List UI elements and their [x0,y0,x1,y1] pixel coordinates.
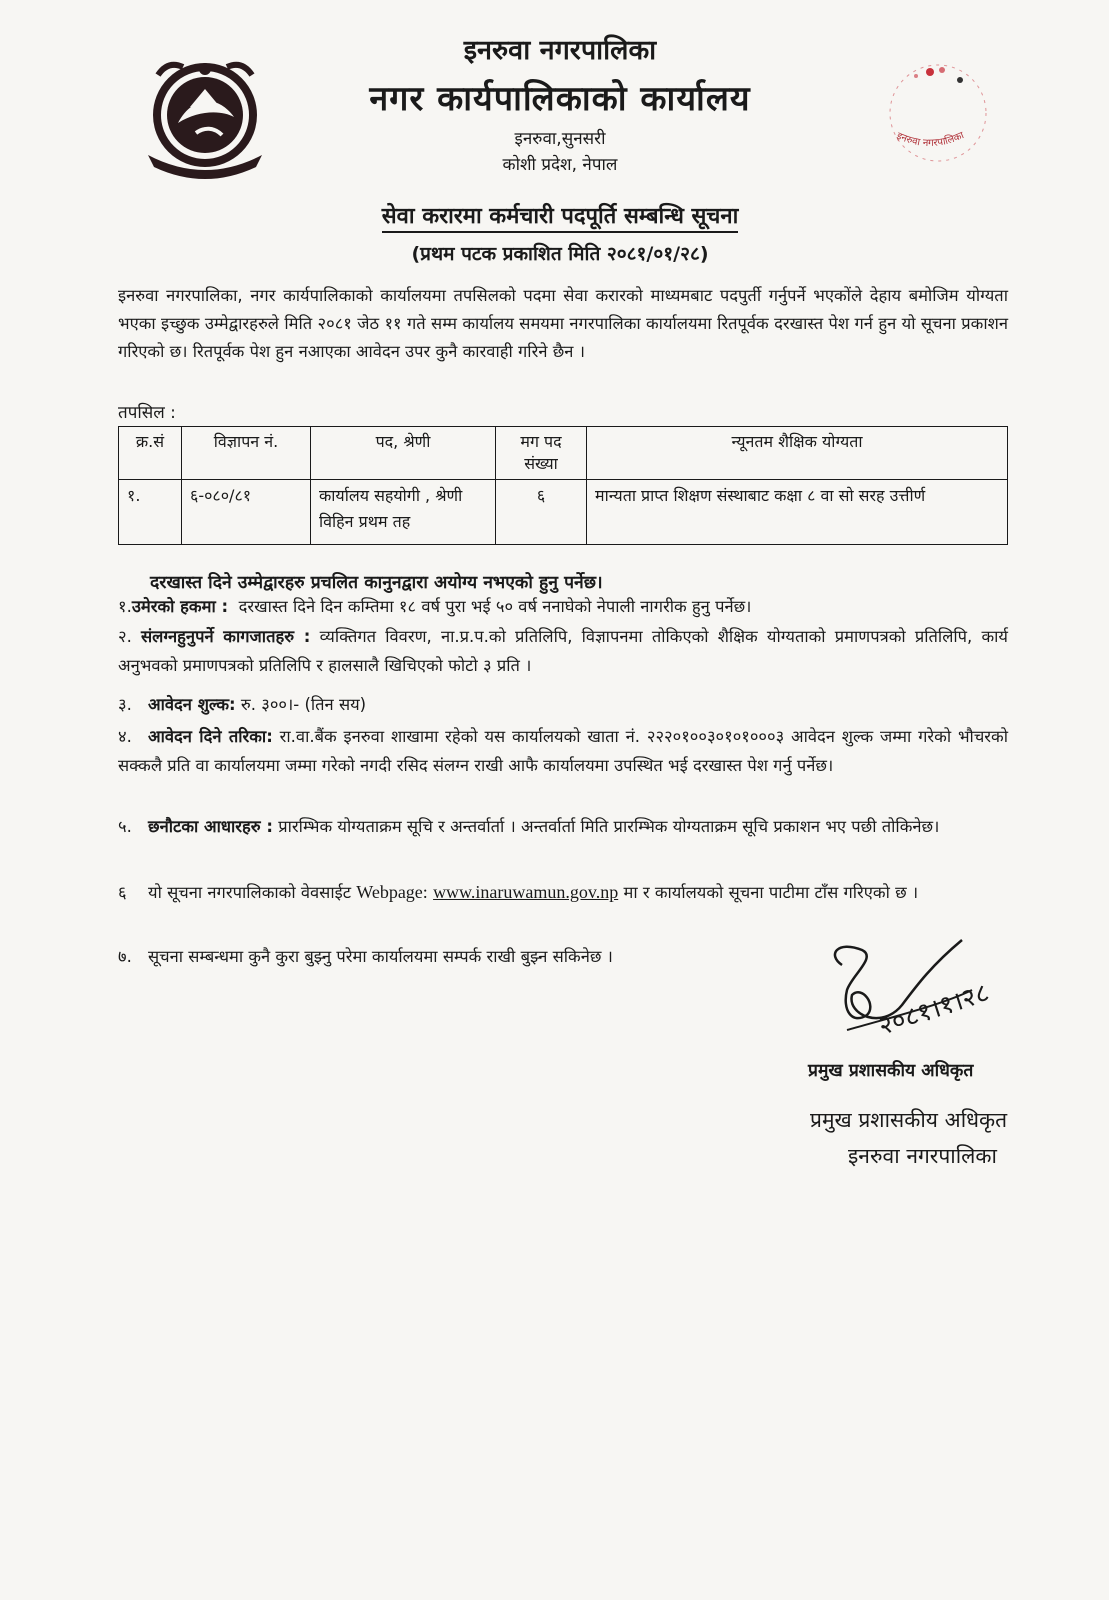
condition-item: १.उमेरको हकमा : दरखास्त दिने दिन कम्तिमा १८ वर्ष पुरा भई ५० वर्ष ननाघेको नेपाली नागरीक हुनु पर्नेछ। [118,597,752,616]
eligibility-lead: दरखास्त दिने उम्मेद्वारहरु प्रचलित कानुनद्वारा अयोग्य नभएको हुनु पर्नेछ। [150,573,603,593]
notice-subtitle: (प्रथम पटक प्रकाशित मिति २०८१/०१/२८) [411,243,709,265]
official-stamp-line1: प्रमुख प्रशासकीय अधिकृत [810,1108,1008,1132]
stamp-text: इनरुवा नगरपालिका [894,130,966,150]
condition-item: ६ यो सूचना नगरपालिकाको वेवसाईट Webpage: www.inaruwamun.gov.np मा र कार्यालयको सूचना पाटीमा टाँस गरिएको छ । [118,882,919,902]
office-province: कोशी प्रदेश, नेपाल [502,155,618,175]
municipality-name: इनरुवा नगरपालिका [463,35,657,66]
vacancy-table [118,426,1008,545]
column-header: पद, श्रेणी [311,427,496,480]
office-name: नगर कार्यपालिकाको कार्यालय [369,79,751,119]
handwritten-signature [822,935,1062,1055]
nepal-government-emblem [138,55,272,180]
office-stamp [878,58,998,168]
table-row [119,480,1008,545]
signatory-title: प्रमुख प्रशासकीय अधिकृत [808,1061,974,1081]
column-header: मग पद संख्या [496,427,587,480]
details-label: तपसिल : [118,403,176,423]
column-header: क्र.सं [119,427,182,480]
table-cell: मान्यता प्राप्त शिक्षण संस्थाबाट कक्षा ८ वा सो सरह उत्तीर्ण [587,480,1008,545]
notice-intro: इनरुवा नगरपालिका, नगर कार्यपालिकाको कार्यालयमा तपसिलको पदमा सेवा करारको माध्यमबाट पदपुर्ती गर्नुपर्ने भएकोंले देहाय बमोजिम योग्यता भएका इच्छुक उम्मेद्वारहरुले मिति २०८१ जेठ ११ गते सम्म कार्यालय समयमा नगरपालिका कार्यालयमा रितपूर्वक दरखास्त पेश गर्न हुन यो सूचना प्रकाशन गरिएको छ। रितपूर्वक पेश हुन नआएका आवेदन उपर कुनै कारवाही गरिने छैन । [118,286,1008,361]
table-cell: ६-०८०/८१ [182,480,311,545]
official-stamp-line2: इनरुवा नगरपालिका [848,1144,997,1168]
office-location: इनरुवा,सुनसरी [514,129,606,149]
table-cell: कार्यालय सहयोगी , श्रेणी विहिन प्रथम तह [311,480,496,545]
table-cell: ६ [496,480,587,545]
website-link[interactable]: www.inaruwamun.gov.np [433,882,619,902]
condition-item: ४. आवेदन दिने तरिका: रा.वा.बैंक इनरुवा शाखामा रहेको यस कार्यालयको खाता नं. २२२०१००३०१०१०००३ आवेदन शुल्क जम्मा गरेको भौचरको सक्कलै प्रति वा कार्यालयमा जम्मा गरेको नगदी रसिद संलग्न राखी आफै कार्यालयमा उपस्थित भई दरखास्त पेश गर्नु पर्नेछ। [118,727,1008,775]
svg-text:इनरुवा नगरपालिका [895,130,966,149]
column-header: न्यूनतम शैक्षिक योग्यता [587,427,1008,480]
table-header-row [119,427,1008,480]
condition-item: ७. सूचना सम्बन्धमा कुनै कुरा बुझ्नु परेमा कार्यालयमा सम्पर्क राखी बुझ्न सकिनेछ । [118,947,613,966]
condition-item: २. संलग्नहुनुपर्ने कागजातहरु : व्यक्तिगत विवरण, ना.प्र.प.को प्रतिलिपि, विज्ञापनमा तोकिएको शैक्षिक योग्यताको प्रमाणपत्रको प्रतिलिपि, कार्य अनुभवको प्रमाणपत्रको प्रतिलिपि र हालसालै खिचिएको फोटो ३ प्रति । [118,627,1008,675]
column-header: विज्ञापन नं. [182,427,311,480]
signature-date: २०८१।१।२८ [874,977,993,1042]
condition-item: ५. छनौटका आधारहरु : प्रारम्भिक योग्यताक्रम सूचि र अन्तर्वार्ता । अन्तर्वार्ता मिति प्रारम्भिक योग्यताक्रम सूचि प्रकाशन भए पछी तोकिनेछ। [118,817,940,836]
condition-item: ३. आवेदन शुल्क: रु. ३००।- (तिन सय) [118,695,367,714]
table-cell: १. [119,480,182,545]
notice-title: सेवा करारमा कर्मचारी पदपूर्ति सम्बन्धि सूचना [200,200,920,230]
